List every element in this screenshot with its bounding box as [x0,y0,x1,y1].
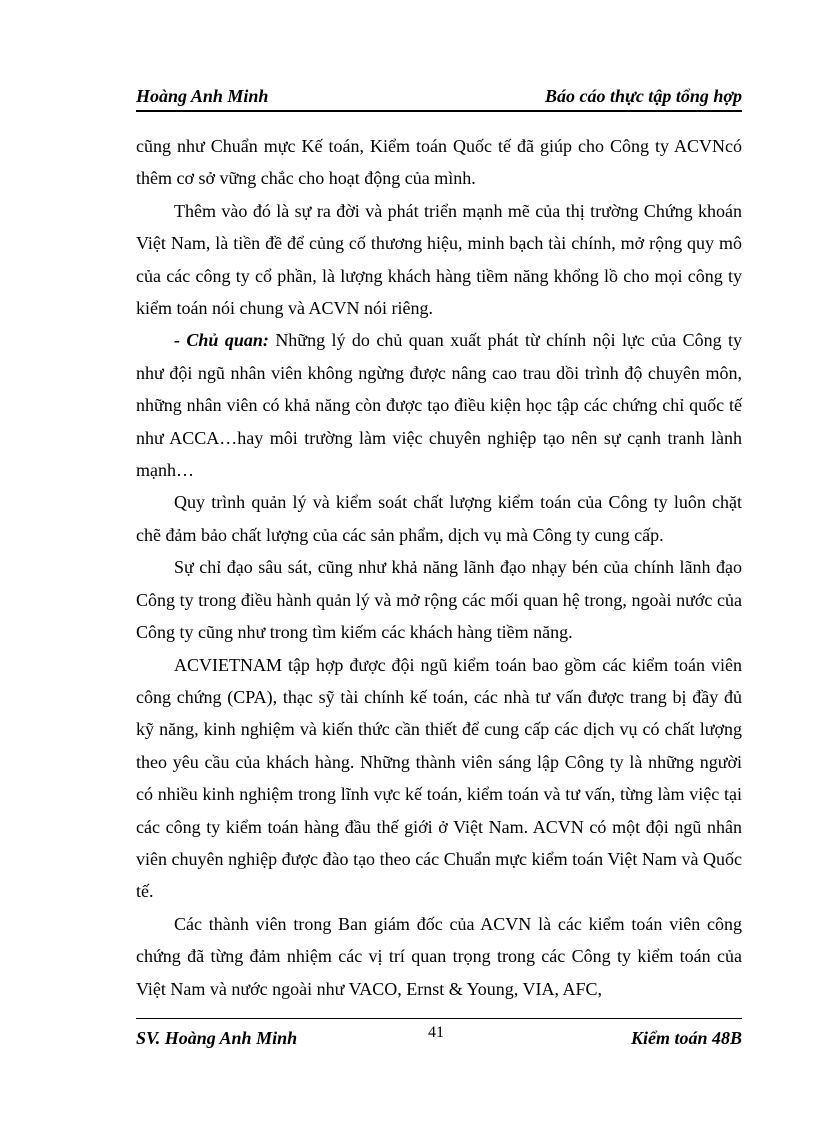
paragraph-4: Quy trình quản lý và kiểm soát chất lượng kiểm toán của Công ty luôn chặt chẽ đảm bảo chất lượng của các sản phẩm, dịch vụ mà Công ty cung cấp. [136,492,742,545]
paragraph-1: cũng như Chuẩn mực Kế toán, Kiểm toán Quốc tế đã giúp cho Công ty ACVNcó thêm cơ sở vững chắc cho hoạt động của mình. [136,136,742,189]
page-body [136,130,742,1005]
header-author: Hoàng Anh Minh [136,86,269,106]
paragraph-3-text: Những lý do chủ quan xuất phát từ chính nội lực của Công ty như đội ngũ nhân viên không ngừng được nâng cao trau dồi trình độ chuyên môn, những nhân viên có khả năng còn được tạo điều kiện học tập các chứng chỉ quốc tế như ACCA…hay môi trường làm việc chuyên nghiệp tạo nên sự cạnh tranh lành mạnh… [136,330,742,481]
subjective-label: - Chủ quan: [174,330,269,351]
paragraph-5: Sự chỉ đạo sâu sát, cũng như khả năng lãnh đạo nhạy bén của chính lãnh đạo Công ty trong điều hành quản lý và mở rộng các mối quan hệ trong, ngoài nước của Công ty cũng như trong tìm kiếm các khách hàng tiềm năng. [136,557,742,643]
paragraph-6: ACVIETNAM tập hợp được đội ngũ kiểm toán bao gồm các kiểm toán viên công chứng (CPA), thạc sỹ tài chính kế toán, các nhà tư vấn được trang bị đầy đủ kỹ năng, kinh nghiệm và kiến thức cần thiết để cung cấp các dịch vụ có chất lượng theo yêu cầu của khách hàng. Những thành viên sáng lập Công ty là những người có nhiều kinh nghiệm trong lĩnh vực kế toán, kiểm toán và tư vấn, từng làm việc tại các công ty kiểm toán hàng đầu thế giới ở Việt Nam. ACVN có một đội ngũ nhân viên chuyên nghiệp được đào tạo theo các Chuẩn mực kiểm toán Việt Nam và Quốc tế. [136,654,742,902]
paragraph-3 [136,324,742,486]
page-header [136,84,742,112]
page-footer [136,1018,742,1053]
header-report-title: Báo cáo thực tập tổng hợp [545,86,742,106]
paragraph-7: Các thành viên trong Ban giám đốc của ACVN là các kiểm toán viên công chứng đã từng đảm nhiệm các vị trí quan trọng trong các Công ty kiểm toán của Việt Nam và nước ngoài như VACO, Ernst & Young, VIA, AFC, [136,913,742,999]
paragraph-2: Thêm vào đó là sự ra đời và phát triển mạnh mẽ của thị trường Chứng khoán Việt Nam, là tiền đề để củng cố thương hiệu, minh bạch tài chính, mở rộng quy mô của các công ty cổ phần, là lượng khách hàng tiềm năng khổng lồ cho mọi công ty kiểm toán nói chung và ACVN nói riêng. [136,200,742,319]
page-number: 41 [428,1024,444,1041]
footer-class: Kiểm toán 48B [630,1028,742,1048]
footer-student: SV. Hoàng Anh Minh [136,1028,298,1048]
